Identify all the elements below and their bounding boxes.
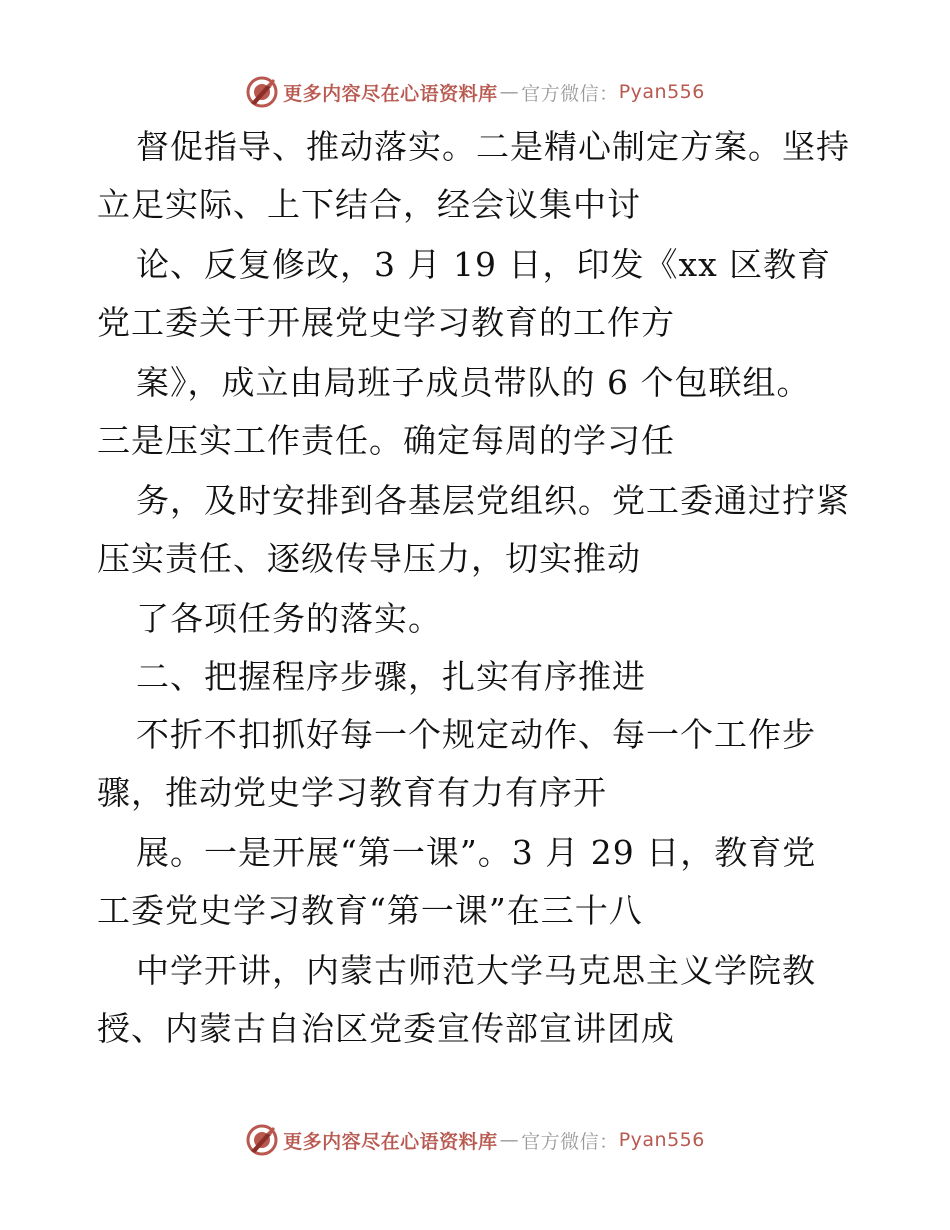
watermark-label: 官方微信： xyxy=(521,82,619,105)
body-line: 务，及时安排到各基层党组织。党工委通过拧紧 xyxy=(136,481,850,520)
body-line: 中学开讲，内蒙古师范大学马克思主义学院教 xyxy=(136,951,816,990)
body-line: 三是压实工作责任。确定每周的学习任 xyxy=(97,421,675,460)
footer-watermark xyxy=(0,1120,950,1160)
watermark-id: Pyan556 xyxy=(618,81,705,103)
body-line: 不折不扣抓好每一个规定动作、每一个工作步 xyxy=(136,715,816,754)
body-line: 党工委关于开展党史学习教育的工作方 xyxy=(97,303,675,342)
body-line: 立足实际、上下结合，经会议集中讨 xyxy=(97,185,641,224)
watermark-separator: — xyxy=(499,1129,520,1151)
body-line: 了各项任务的落实。 xyxy=(136,599,442,638)
body-line: 工委党史学习教育“第一课”在三十八 xyxy=(97,891,643,930)
body-line: 督促指导、推动落实。二是精心制定方案。坚持 xyxy=(136,127,850,166)
body-line: 案》，成立由局班子成员带队的 6 个包联组。 xyxy=(136,363,811,402)
watermark-id: Pyan556 xyxy=(618,1129,705,1151)
body-line: 论、反复修改，3 月 19 日，印发《xx 区教育 xyxy=(136,245,832,284)
body-line: 骤，推动党史学习教育有力有序开 xyxy=(97,773,607,812)
body-line: 授、内蒙古自治区党委宣传部宣讲团成 xyxy=(97,1009,675,1048)
watermark-site-text: 更多内容尽在心语资料库 xyxy=(283,1130,498,1153)
body-line: 压实责任、逐级传导压力，切实推动 xyxy=(97,539,641,578)
body-line: 展。一是开展“第一课”。3 月 29 日，教育党 xyxy=(136,833,817,872)
header-watermark xyxy=(0,72,950,112)
red-quill-logo-icon xyxy=(245,1123,279,1157)
red-quill-logo-icon xyxy=(245,75,279,109)
watermark-site-text: 更多内容尽在心语资料库 xyxy=(283,82,498,105)
watermark-label: 官方微信： xyxy=(521,1130,619,1153)
watermark-separator: — xyxy=(499,81,520,103)
section-heading: 二、把握程序步骤，扎实有序推进 xyxy=(136,657,646,696)
